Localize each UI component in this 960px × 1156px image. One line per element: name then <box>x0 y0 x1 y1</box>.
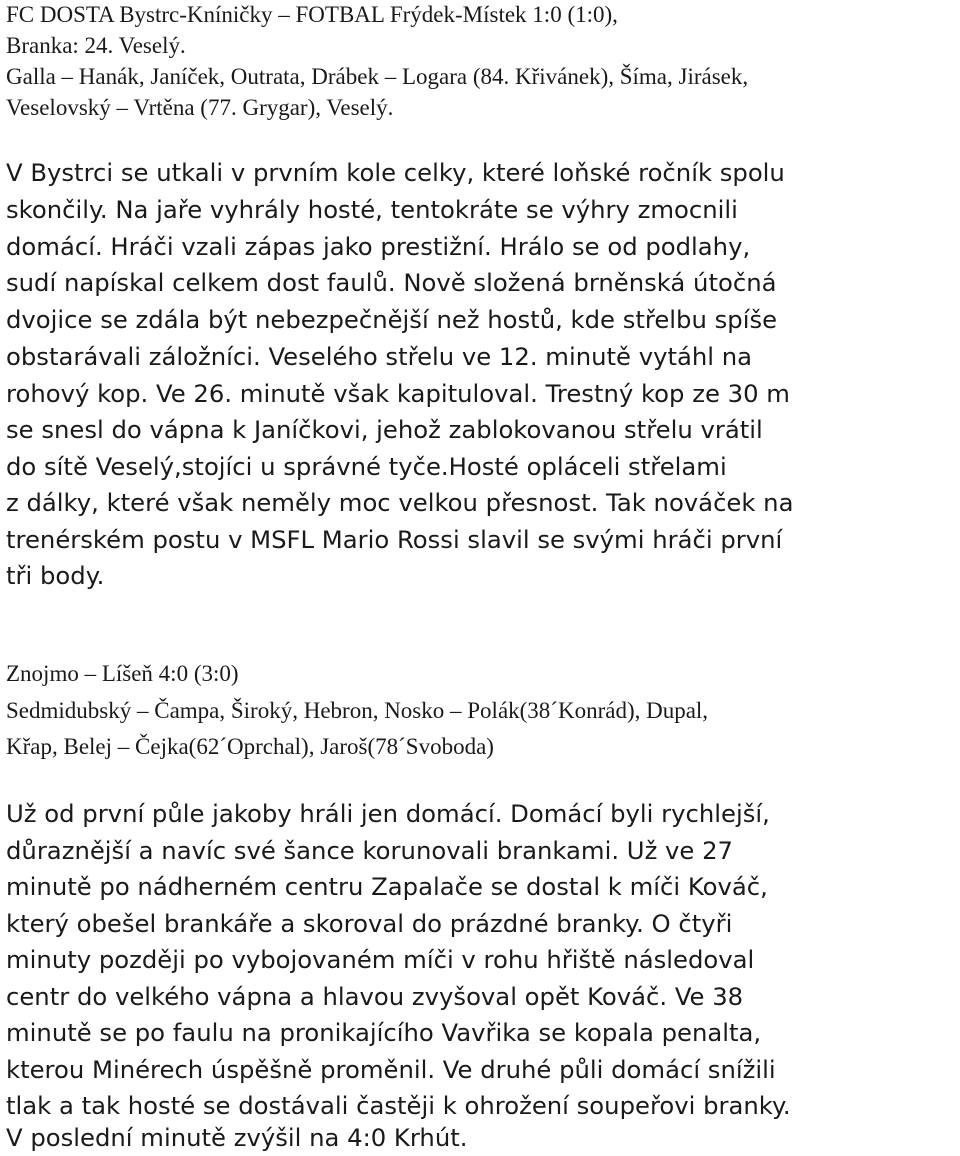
match1-report-line: dvojice se zdála být nebezpečnější než hostů, kde střelbu spíše <box>6 305 778 334</box>
match2-title: Znojmo – Líšeň 4:0 (3:0) <box>6 661 239 686</box>
match1-report-line: rohový kop. Ve 26. minutě však kapituloval. Trestný kop ze 30 m <box>6 379 790 408</box>
match1-report-line: domácí. Hráči vzali zápas jako prestižní. Hrálo se od podlahy, <box>6 232 751 261</box>
match1-report-line: skončily. Na jaře vyhrály hosté, tentokráte se výhry zmocnili <box>6 195 738 224</box>
match2-report-line: kterou Minérech úspěšně proměnil. Ve druhé půli domácí snížili <box>6 1055 776 1084</box>
match1-report-line: trenérském postu v MSFL Mario Rossi slavil se svými hráči první <box>6 525 783 554</box>
match2-report-line: minutě se po faulu na pronikajícího Vavřika se kopala penalta, <box>6 1018 762 1047</box>
match2-report-line: centr do velkého vápna a hlavou zvyšoval opět Kováč. Ve 38 <box>6 982 744 1011</box>
match1-report-line: obstarávali záložníci. Veselého střelu ve 12. minutě vytáhl na <box>6 342 753 371</box>
match2-report-line: minuty později po vybojovaném míči v rohu hřiště následoval <box>6 945 755 974</box>
match1-report-line: se snesl do vápna k Janíčkovi, jehož zablokovanou střelu vrátil <box>6 415 763 444</box>
match1-lineup-line2: Veselovský – Vrtěna (77. Grygar), Veselý. <box>6 95 394 120</box>
match2-report-line: který obešel brankáře a skoroval do prázdné branky. O čtyři <box>6 909 733 938</box>
match1-report-line: z dálky, které však neměly moc velkou přesnost. Tak nováček na <box>6 488 794 517</box>
match1-report-line: V Bystrci se utkali v prvním kole celky, které loňské ročník spolu <box>6 158 785 187</box>
match2-report-line: V poslední minutě zvýšil na 4:0 Krhút. <box>6 1123 468 1152</box>
match1-title: FC DOSTA Bystrc-Kníničky – FOTBAL Frýdek-Místek 1:0 (1:0), <box>6 2 618 27</box>
match2-report-line: Už od první půle jakoby hráli jen domácí. Domácí byli rychlejší, <box>6 799 770 828</box>
match1-report-line: tři body. <box>6 561 105 590</box>
match2-lineup-line1: Sedmidubský – Čampa, Široký, Hebron, Nosko – Polák(38´Konrád), Dupal, <box>6 698 709 723</box>
match2-report-line: minutě po nádherném centru Zapalače se dostal k míči Kováč, <box>6 872 768 901</box>
match1-report-line: sudí napískal celkem dost faulů. Nově složená brněnská útočná <box>6 268 777 297</box>
match2-lineup-line2: Křap, Belej – Čejka(62´Oprchal), Jaroš(78´Svoboda) <box>6 734 494 759</box>
match1-lineup-line1: Galla – Hanák, Janíček, Outrata, Drábek – Logara (84. Křivánek), Šíma, Jirásek, <box>6 64 749 89</box>
match1-report-line: do sítě Veselý,stojíci u správné tyče.Hosté opláceli střelami <box>6 452 727 481</box>
match2-report-line: tlak a tak hosté se dostávali častěji k ohrožení soupeřovi branky. <box>6 1091 791 1120</box>
match2-report-line: důraznější a navíc své šance korunovali brankami. Už ve 27 <box>6 836 734 865</box>
match1-goals: Branka: 24. Veselý. <box>6 33 186 58</box>
